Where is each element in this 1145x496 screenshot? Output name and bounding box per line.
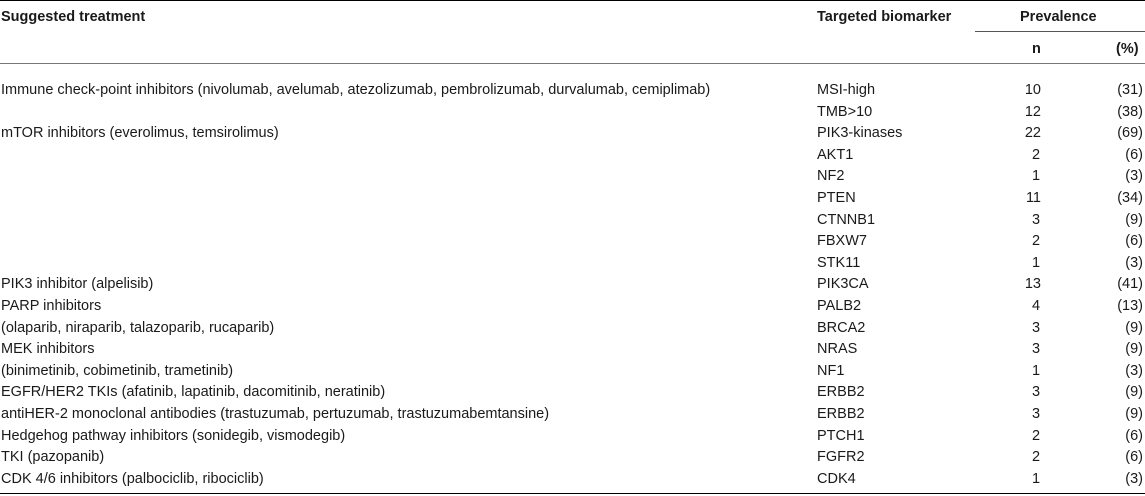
cell-targeted-biomarker: PTEN [817,189,856,206]
table-bottom-rule [0,493,1145,494]
header-bottom-rule [0,63,1145,64]
table-row [0,232,1145,254]
table-row [0,470,1145,492]
cell-n: 2 [1032,146,1041,163]
cell-percent: (3) [1125,470,1143,487]
cell-percent: (9) [1125,341,1143,358]
cell-percent: (38) [1117,103,1143,120]
table-row [0,103,1145,125]
cell-suggested-treatment: (olaparib, niraparib, talazoparib, rucaparib) [1,319,275,336]
cell-targeted-biomarker: AKT1 [817,146,854,163]
cell-percent: (31) [1117,82,1143,98]
cell-suggested-treatment: Immune check-point inhibitors (nivolumab, avelumab, atezolizumab, pembrolizumab, durvalumab, cemiplimab) [1,82,711,98]
cell-percent: (41) [1117,276,1143,293]
cell-targeted-biomarker: PIK3-kinases [817,125,903,142]
cell-percent: (3) [1125,254,1143,271]
cell-n: 12 [1024,103,1041,120]
cell-n: 11 [1025,189,1041,206]
table-row [0,405,1145,427]
table-row [0,81,1145,103]
cell-percent: (9) [1125,211,1143,228]
cell-n: 1 [1032,362,1041,379]
table-row [0,275,1145,297]
cell-n: 3 [1032,319,1041,336]
prevalence-subheader-rule [975,31,1145,32]
cell-targeted-biomarker: NF2 [817,168,845,185]
cell-n: 2 [1032,233,1041,250]
table-row [0,319,1145,341]
cell-suggested-treatment: CDK 4/6 inhibitors (palbociclib, ribociclib) [1,470,264,487]
cell-n: 1 [1032,254,1041,271]
cell-percent: (13) [1117,297,1143,314]
cell-targeted-biomarker: ERBB2 [817,405,865,422]
cell-targeted-biomarker: PTCH1 [817,427,865,444]
table-row [0,124,1145,146]
cell-targeted-biomarker: TMB>10 [817,103,873,120]
table-row [0,427,1145,449]
cell-targeted-biomarker: PALB2 [817,297,862,314]
cell-suggested-treatment: mTOR inhibitors (everolimus, temsirolimus) [1,125,279,142]
cell-suggested-treatment: EGFR/HER2 TKIs (afatinib, lapatinib, dacomitinib, neratinib) [1,384,386,401]
header-targeted-biomarker: Targeted biomarker [817,9,952,25]
cell-percent: (6) [1125,233,1143,250]
cell-n: 4 [1032,297,1041,314]
table-row [0,362,1145,384]
cell-percent: (6) [1125,449,1143,466]
cell-percent: (9) [1125,405,1143,422]
table-row [0,211,1145,233]
cell-percent: (34) [1117,189,1143,206]
header-prevalence: Prevalence [1020,9,1097,25]
cell-n: 10 [1024,82,1041,98]
header-n: n [1032,41,1041,57]
table-row [0,167,1145,189]
cell-targeted-biomarker: MSI-high [817,82,876,98]
cell-n: 3 [1032,211,1041,228]
cell-n: 13 [1024,276,1041,293]
cell-targeted-biomarker: ERBB2 [817,384,865,401]
header-suggested-treatment: Suggested treatment [1,9,146,25]
table-row [0,146,1145,168]
cell-n: 2 [1032,427,1041,444]
cell-suggested-treatment: MEK inhibitors [1,341,95,358]
cell-targeted-biomarker: NF1 [817,362,845,379]
table-row [0,297,1145,319]
table-row [0,448,1145,470]
cell-percent: (3) [1125,168,1143,185]
cell-suggested-treatment: antiHER-2 monoclonal antibodies (trastuzumab, pertuzumab, trastuzumabemtansine) [1,405,550,422]
cell-targeted-biomarker: PIK3CA [817,276,869,293]
cell-n: 1 [1032,470,1041,487]
cell-targeted-biomarker: FGFR2 [817,449,865,466]
cell-n: 22 [1024,125,1041,142]
table-body [0,81,1145,491]
cell-targeted-biomarker: STK11 [817,254,861,271]
table-row [0,189,1145,211]
cell-targeted-biomarker: BRCA2 [817,319,866,336]
cell-percent: (6) [1125,146,1143,163]
cell-percent: (9) [1125,384,1143,401]
table-row [0,254,1145,276]
cell-n: 3 [1032,341,1041,358]
cell-n: 1 [1032,168,1041,185]
cell-n: 3 [1032,405,1041,422]
header-percent: (%) [1116,41,1139,57]
cell-percent: (3) [1125,362,1143,379]
cell-n: 2 [1032,449,1041,466]
cell-percent: (69) [1117,125,1143,142]
table-top-rule [0,0,1145,1]
cell-targeted-biomarker: CTNNB1 [817,211,876,228]
cell-suggested-treatment: (binimetinib, cobimetinib, trametinib) [1,362,234,379]
table-row [0,340,1145,362]
cell-targeted-biomarker: CDK4 [817,470,856,487]
cell-suggested-treatment: PIK3 inhibitor (alpelisib) [1,276,154,293]
cell-suggested-treatment: TKI (pazopanib) [1,449,105,466]
cell-percent: (6) [1125,427,1143,444]
cell-n: 3 [1032,384,1041,401]
cell-targeted-biomarker: NRAS [817,341,858,358]
cell-targeted-biomarker: FBXW7 [817,233,867,250]
table-row [0,383,1145,405]
cell-percent: (9) [1125,319,1143,336]
cell-suggested-treatment: Hedgehog pathway inhibitors (sonidegib, vismodegib) [1,427,346,444]
cell-suggested-treatment: PARP inhibitors [1,297,102,314]
